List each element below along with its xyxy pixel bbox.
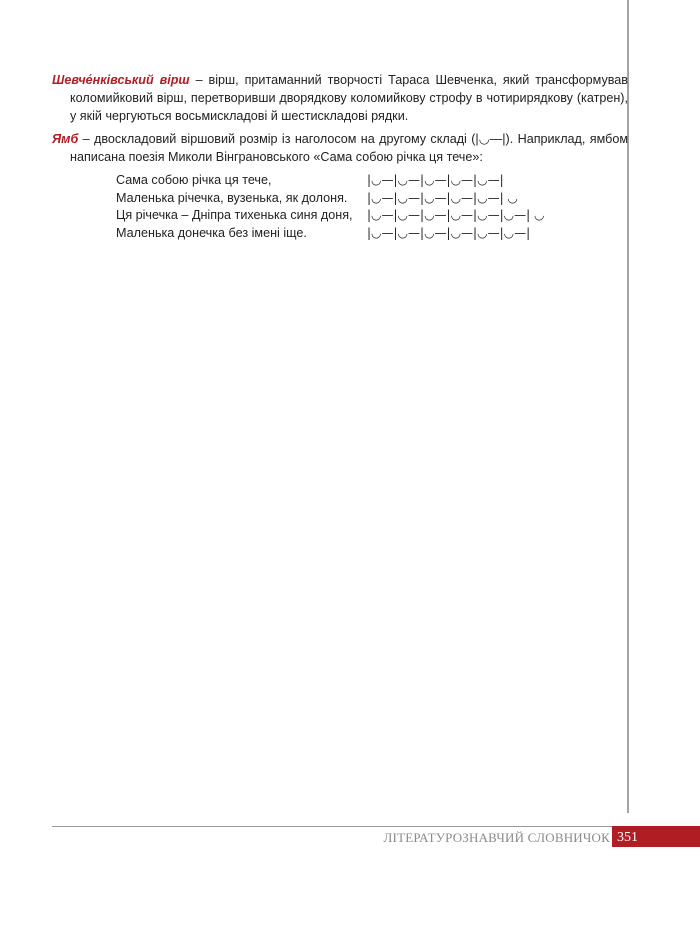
entry-definition: – вірш, притаманний творчості Тараса Шевченка, який трансформував коломийковий вірш, перетворивши дворядкову коломийкову строфу в чотирирядкову (катрен), у якій чергуються восьмискладові й шестискладові рядки. <box>70 73 628 123</box>
poem-row <box>116 207 586 225</box>
poem-row <box>116 172 586 190</box>
poem-example <box>116 172 586 242</box>
poem-row <box>116 190 586 208</box>
footer-rule <box>52 826 612 827</box>
poem-line: Маленька донечка без імені іще. <box>116 225 307 240</box>
poem-line: Ця річечка – Дніпра тихенька синя доня, <box>116 208 353 222</box>
meter-scheme: |◡—|◡—|◡—|◡—|◡—| <box>367 173 504 187</box>
page-number: 351 <box>617 830 638 845</box>
poem-row <box>116 225 586 243</box>
poem-line: Сама собою річка ця тече, <box>116 173 272 187</box>
dictionary-entry-shevchenko-verse <box>52 71 628 125</box>
footer-section-title: ЛІТЕРАТУРОЗНАВЧИЙ СЛОВНИЧОК <box>383 830 610 845</box>
meter-scheme: |◡—|◡—|◡—|◡—|◡—|◡—| <box>367 225 531 240</box>
entry-definition: – двоскладовий віршовий розмір із наголосом на другому складі (|◡—|). Наприклад, ямбом написана поезія Миколи Вінграновського «Сама собою річка ця тече»: <box>70 132 628 164</box>
meter-scheme: |◡—|◡—|◡—|◡—|◡—| ◡ <box>367 190 518 205</box>
entry-term: Шевче́нківський вірш <box>52 73 190 87</box>
entry-term: Ямб <box>52 132 79 146</box>
poem-line: Маленька річечка, вузенька, як долоня. <box>116 190 348 205</box>
meter-scheme: |◡—|◡—|◡—|◡—|◡—|◡—| ◡ <box>367 208 545 222</box>
dictionary-entry-iamb <box>52 130 628 166</box>
